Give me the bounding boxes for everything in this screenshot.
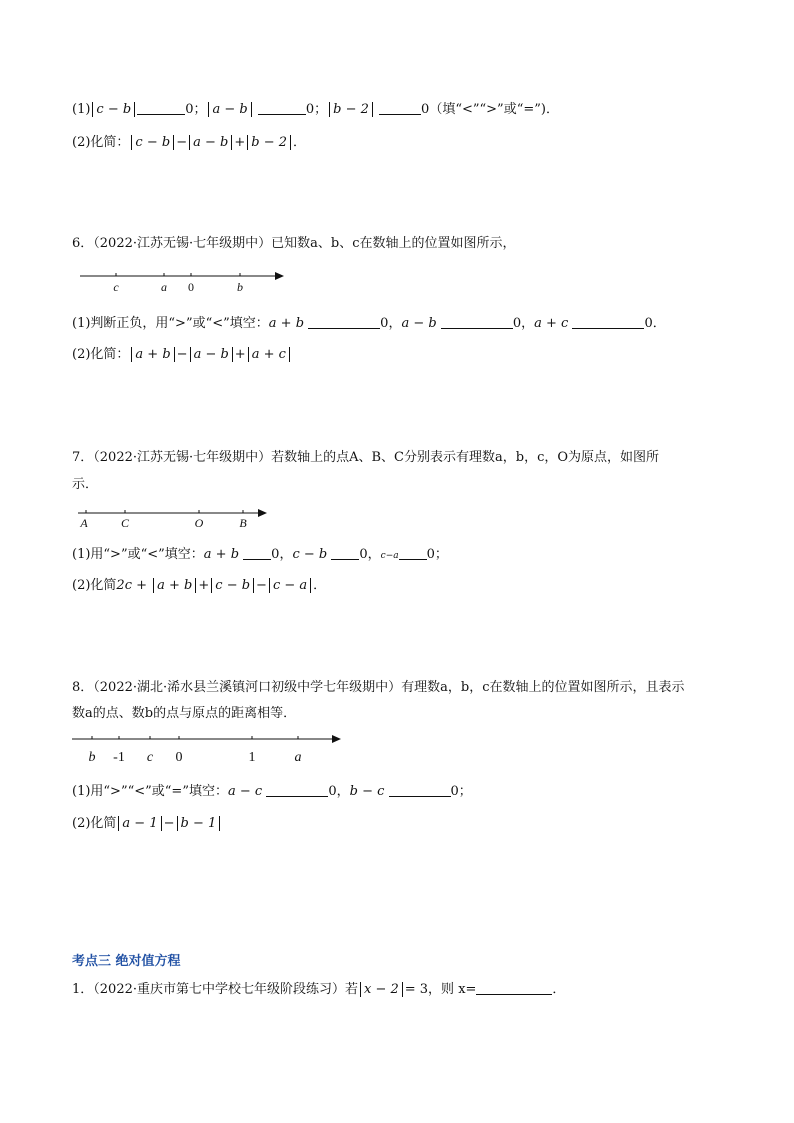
axis-label-b: b bbox=[237, 280, 243, 294]
section3-q1: 1．（2022·重庆市第七中学校七年级阶段练习）若 x − 2 = 3，则 x= ． bbox=[72, 982, 566, 997]
axis-label-c: c bbox=[113, 280, 119, 294]
axis-label-b: b bbox=[88, 750, 96, 765]
q8-stem-line1: 8．（2022·湖北·浠水县兰溪镇河口初级中学七年级期中）有理数a，b，c在数轴上的位置如图所示，且表示 bbox=[72, 680, 685, 695]
abs-expr: b − 2 bbox=[247, 135, 291, 150]
answer-blank[interactable] bbox=[572, 315, 644, 329]
axis-label-B: B bbox=[239, 516, 247, 530]
q8-number-line bbox=[70, 730, 350, 770]
abs-expr: a − b bbox=[208, 102, 251, 117]
q6-part2: (2)化简： a + b − a − b + a + c bbox=[72, 346, 292, 364]
axis-label-O: O bbox=[194, 516, 204, 530]
axis-label-c: c bbox=[146, 750, 154, 765]
answer-blank[interactable] bbox=[379, 101, 421, 115]
q7-stem-line1: 7．（2022·江苏无锡·七年级期中）若数轴上的点A、B、C分别表示有理数a，b，c，O为原点，如图所 bbox=[72, 450, 660, 465]
abs-expr: c − b bbox=[92, 102, 135, 117]
abs-expr: a − 1 bbox=[118, 816, 161, 831]
answer-blank[interactable] bbox=[476, 981, 552, 995]
abs-expr: b − 1 bbox=[177, 816, 221, 831]
q8-stem-line2: 数a的点、数b的点与原点的距离相等． bbox=[72, 706, 297, 721]
answer-blank[interactable] bbox=[331, 546, 359, 560]
answer-blank[interactable] bbox=[399, 546, 427, 560]
section-heading: 考点三 绝对值方程 bbox=[72, 954, 181, 969]
q8-part2: (2)化简 a − 1 − b − 1 bbox=[72, 815, 222, 833]
abs-expr: c − b bbox=[211, 578, 254, 593]
abs-expr: x − 2 bbox=[360, 982, 403, 997]
abs-expr: a + b bbox=[153, 578, 196, 593]
axis-label-a: a bbox=[294, 750, 302, 765]
answer-blank[interactable] bbox=[441, 315, 513, 329]
q5-part1: (1) c − b 0； a − b 0； b − 2 0（填“<”“>”或“=”)． bbox=[72, 102, 559, 117]
axis-label-neg1: -1 bbox=[113, 750, 125, 765]
abs-expr: a + b bbox=[131, 347, 174, 362]
answer-blank[interactable] bbox=[266, 783, 328, 797]
abs-expr: c − b bbox=[131, 135, 174, 150]
axis-label-0: 0 bbox=[175, 750, 183, 765]
abs-expr: a + c bbox=[248, 347, 290, 362]
answer-blank[interactable] bbox=[137, 101, 185, 115]
answer-blank[interactable] bbox=[243, 546, 271, 560]
q5-part2: (2)化简： c − b − a − b + b − 2 ． bbox=[72, 135, 306, 150]
q7-part2: (2)化简2c + a + b + c − b − c − a ． bbox=[72, 578, 327, 593]
abs-expr: a − b bbox=[190, 347, 233, 362]
q7-number-line bbox=[76, 504, 276, 534]
q7-stem-line2: 示． bbox=[72, 477, 99, 492]
q6-number-line bbox=[80, 266, 290, 296]
answer-blank[interactable] bbox=[308, 315, 380, 329]
abs-expr: c − a bbox=[269, 578, 311, 593]
axis-label-C: C bbox=[120, 516, 130, 530]
abs-expr: b − 2 bbox=[329, 102, 373, 117]
axis-label-A: A bbox=[80, 516, 88, 530]
abs-expr: a − b bbox=[189, 135, 232, 150]
answer-blank[interactable] bbox=[258, 101, 306, 115]
q6-part1: (1)判断正负，用“>”或“<”填空：a + b 0，a − b 0，a + c 0． bbox=[72, 316, 666, 331]
axis-label-1: 1 bbox=[248, 750, 256, 765]
axis-label-0: 0 bbox=[188, 280, 194, 294]
q7-part1: (1)用“>”或“<”填空：a + b 0，c − b 0，c−a 0； bbox=[72, 547, 448, 562]
axis-label-a: a bbox=[161, 280, 167, 294]
q8-part1: (1)用“>”“<”或“=”填空：a − c 0，b − c 0； bbox=[72, 784, 472, 799]
q6-stem: 6．（2022·江苏无锡·七年级期中）已知数a、b、c在数轴上的位置如图所示， bbox=[72, 236, 516, 251]
answer-blank[interactable] bbox=[389, 783, 451, 797]
